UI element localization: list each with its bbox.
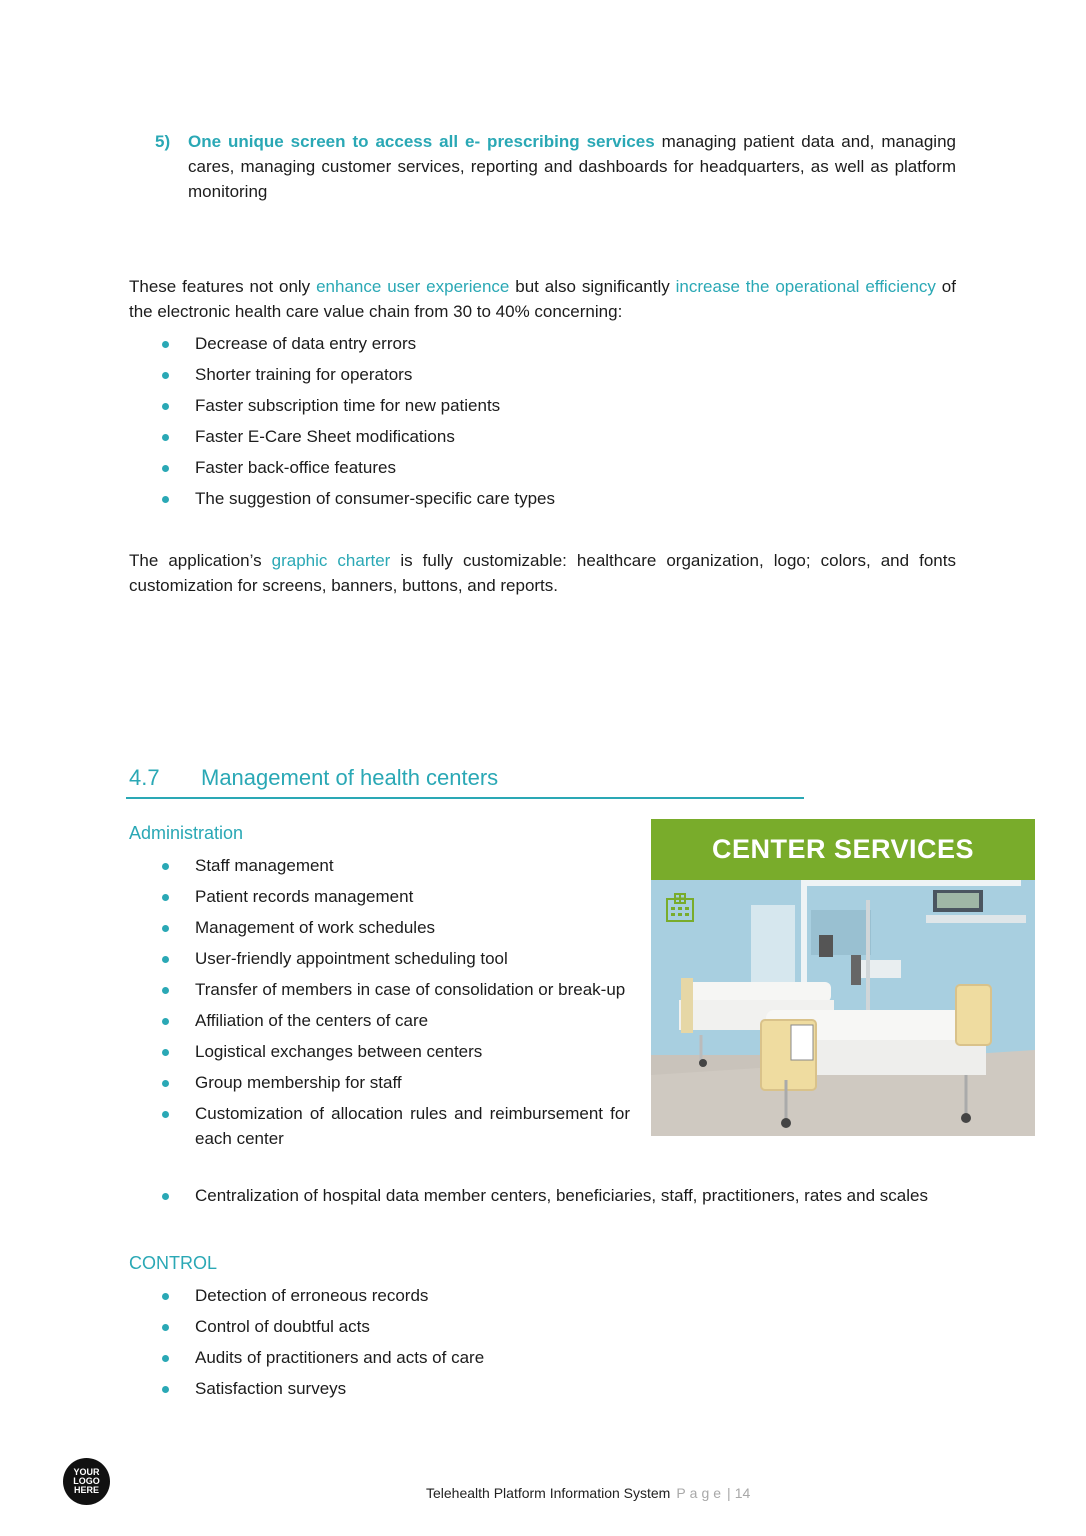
center-services-banner: CENTER SERVICES [651,819,1035,880]
administration-list-continued [160,1183,956,1208]
hospital-icon [665,892,695,922]
section-title: Management of health centers [201,765,499,790]
list-item-text: Shorter training for operators [195,365,413,384]
list-item [160,1283,956,1308]
list-item [160,977,630,1002]
list-item [160,1070,630,1095]
administration-heading: Administration [129,823,244,843]
bullet-icon [162,1018,169,1025]
bullet-icon [162,372,169,379]
footer-title: Telehealth Platform Information System [426,1485,671,1501]
bullet-icon [162,1111,169,1118]
list-item [160,915,630,940]
text-run: but also significantly [509,277,676,296]
logo-text: YOUR [73,1467,100,1477]
list-item [160,853,630,878]
page-footer [426,1485,750,1501]
text-run: of the electronic health care value chain from 30 to 40% concerning: [129,277,956,321]
item-lead: One unique screen to access all e- prescribing services [188,132,655,151]
bullet-icon [162,987,169,994]
list-item [160,946,630,971]
bullet-icon [162,956,169,963]
list-item-text: Faster subscription time for new patients [195,396,501,415]
bullet-icon [162,925,169,932]
text-run: is fully customizable: healthcare organization, logo; colors, and fonts customization for screens, banners, buttons, and reports. [129,551,956,595]
list-item-text: Affiliation of the centers of care [195,1011,429,1030]
list-item [160,331,956,356]
hospital-room-illustration [651,880,1035,1136]
bullet-icon [162,863,169,870]
bullet-icon [162,1355,169,1362]
footer-separator: | [727,1485,731,1501]
bullet-icon [162,1386,169,1393]
list-item-text: Logistical exchanges between centers [195,1042,483,1061]
bullet-icon [162,1293,169,1300]
list-item-text: Centralization of hospital data member centers, beneficiaries, staff, practitioners, rates and scales [195,1186,928,1205]
features-paragraph [129,274,956,324]
center-services-image [651,819,1035,1136]
list-item-text: Decrease of data entry errors [195,334,417,353]
list-item [160,1183,956,1208]
bullet-icon [162,1324,169,1331]
highlight-text: graphic charter [271,551,391,570]
list-item-text: Detection of erroneous records [195,1286,429,1305]
logo [63,1458,110,1505]
list-item-text: The suggestion of consumer-specific care types [195,489,556,508]
list-item-text: Faster back-office features [195,458,396,477]
list-item [160,424,956,449]
highlight-text: enhance user experience [316,277,510,296]
list-item-text: Faster E-Care Sheet modifications [195,427,455,446]
text-run: These features not only [129,277,317,296]
list-item-text: Staff management [195,856,334,875]
numbered-item-5 [155,129,956,204]
list-item-text: Customization of allocation rules and reimbursement for each center [195,1104,630,1148]
bullet-icon [162,465,169,472]
list-item-text: Patient records management [195,887,414,906]
bullet-icon [162,496,169,503]
page-number: 14 [734,1485,751,1501]
list-item [160,1314,956,1339]
list-item [160,1345,956,1370]
features-list [160,331,956,511]
bullet-icon [162,894,169,901]
bullet-icon [162,434,169,441]
item-rest: managing patient data and, managing cares, managing customer services, reporting and dashboards for headquarters, as well as platform monitoring [188,132,956,201]
list-item-text: Management of work schedules [195,918,436,937]
list-item [160,393,956,418]
list-item [160,884,630,909]
list-item [160,1008,630,1033]
list-item-text: Audits of practitioners and acts of care [195,1348,485,1367]
list-item [160,362,956,387]
list-item [160,1039,630,1064]
bullet-icon [162,1080,169,1087]
bullet-icon [162,1193,169,1200]
charter-paragraph [129,548,956,598]
logo-text: HERE [73,1485,99,1495]
bullet-icon [162,341,169,348]
bullet-icon [162,1049,169,1056]
list-item [160,455,956,480]
bullet-icon [162,403,169,410]
item-number: 5) [155,132,171,151]
list-item-text: Satisfaction surveys [195,1379,347,1398]
item-text [188,129,956,204]
list-item-text: Control of doubtful acts [195,1317,370,1336]
administration-list [160,853,630,1151]
list-item-text: User-friendly appointment scheduling tool [195,949,508,968]
control-list [160,1283,956,1401]
control-heading: CONTROL [129,1253,218,1273]
list-item-text: Transfer of members in case of consolidation or break-up [195,980,626,999]
list-item-text: Group membership for staff [195,1073,402,1092]
highlight-text: increase the operational efficiency [675,277,936,296]
list-item [160,1101,630,1151]
section-heading [126,763,804,799]
page-label: Page [676,1485,726,1501]
list-item [160,486,956,511]
section-number: 4.7 [129,765,160,790]
list-item [160,1376,956,1401]
logo-text: LOGO [73,1476,100,1486]
text-run: The application’s [129,551,272,570]
